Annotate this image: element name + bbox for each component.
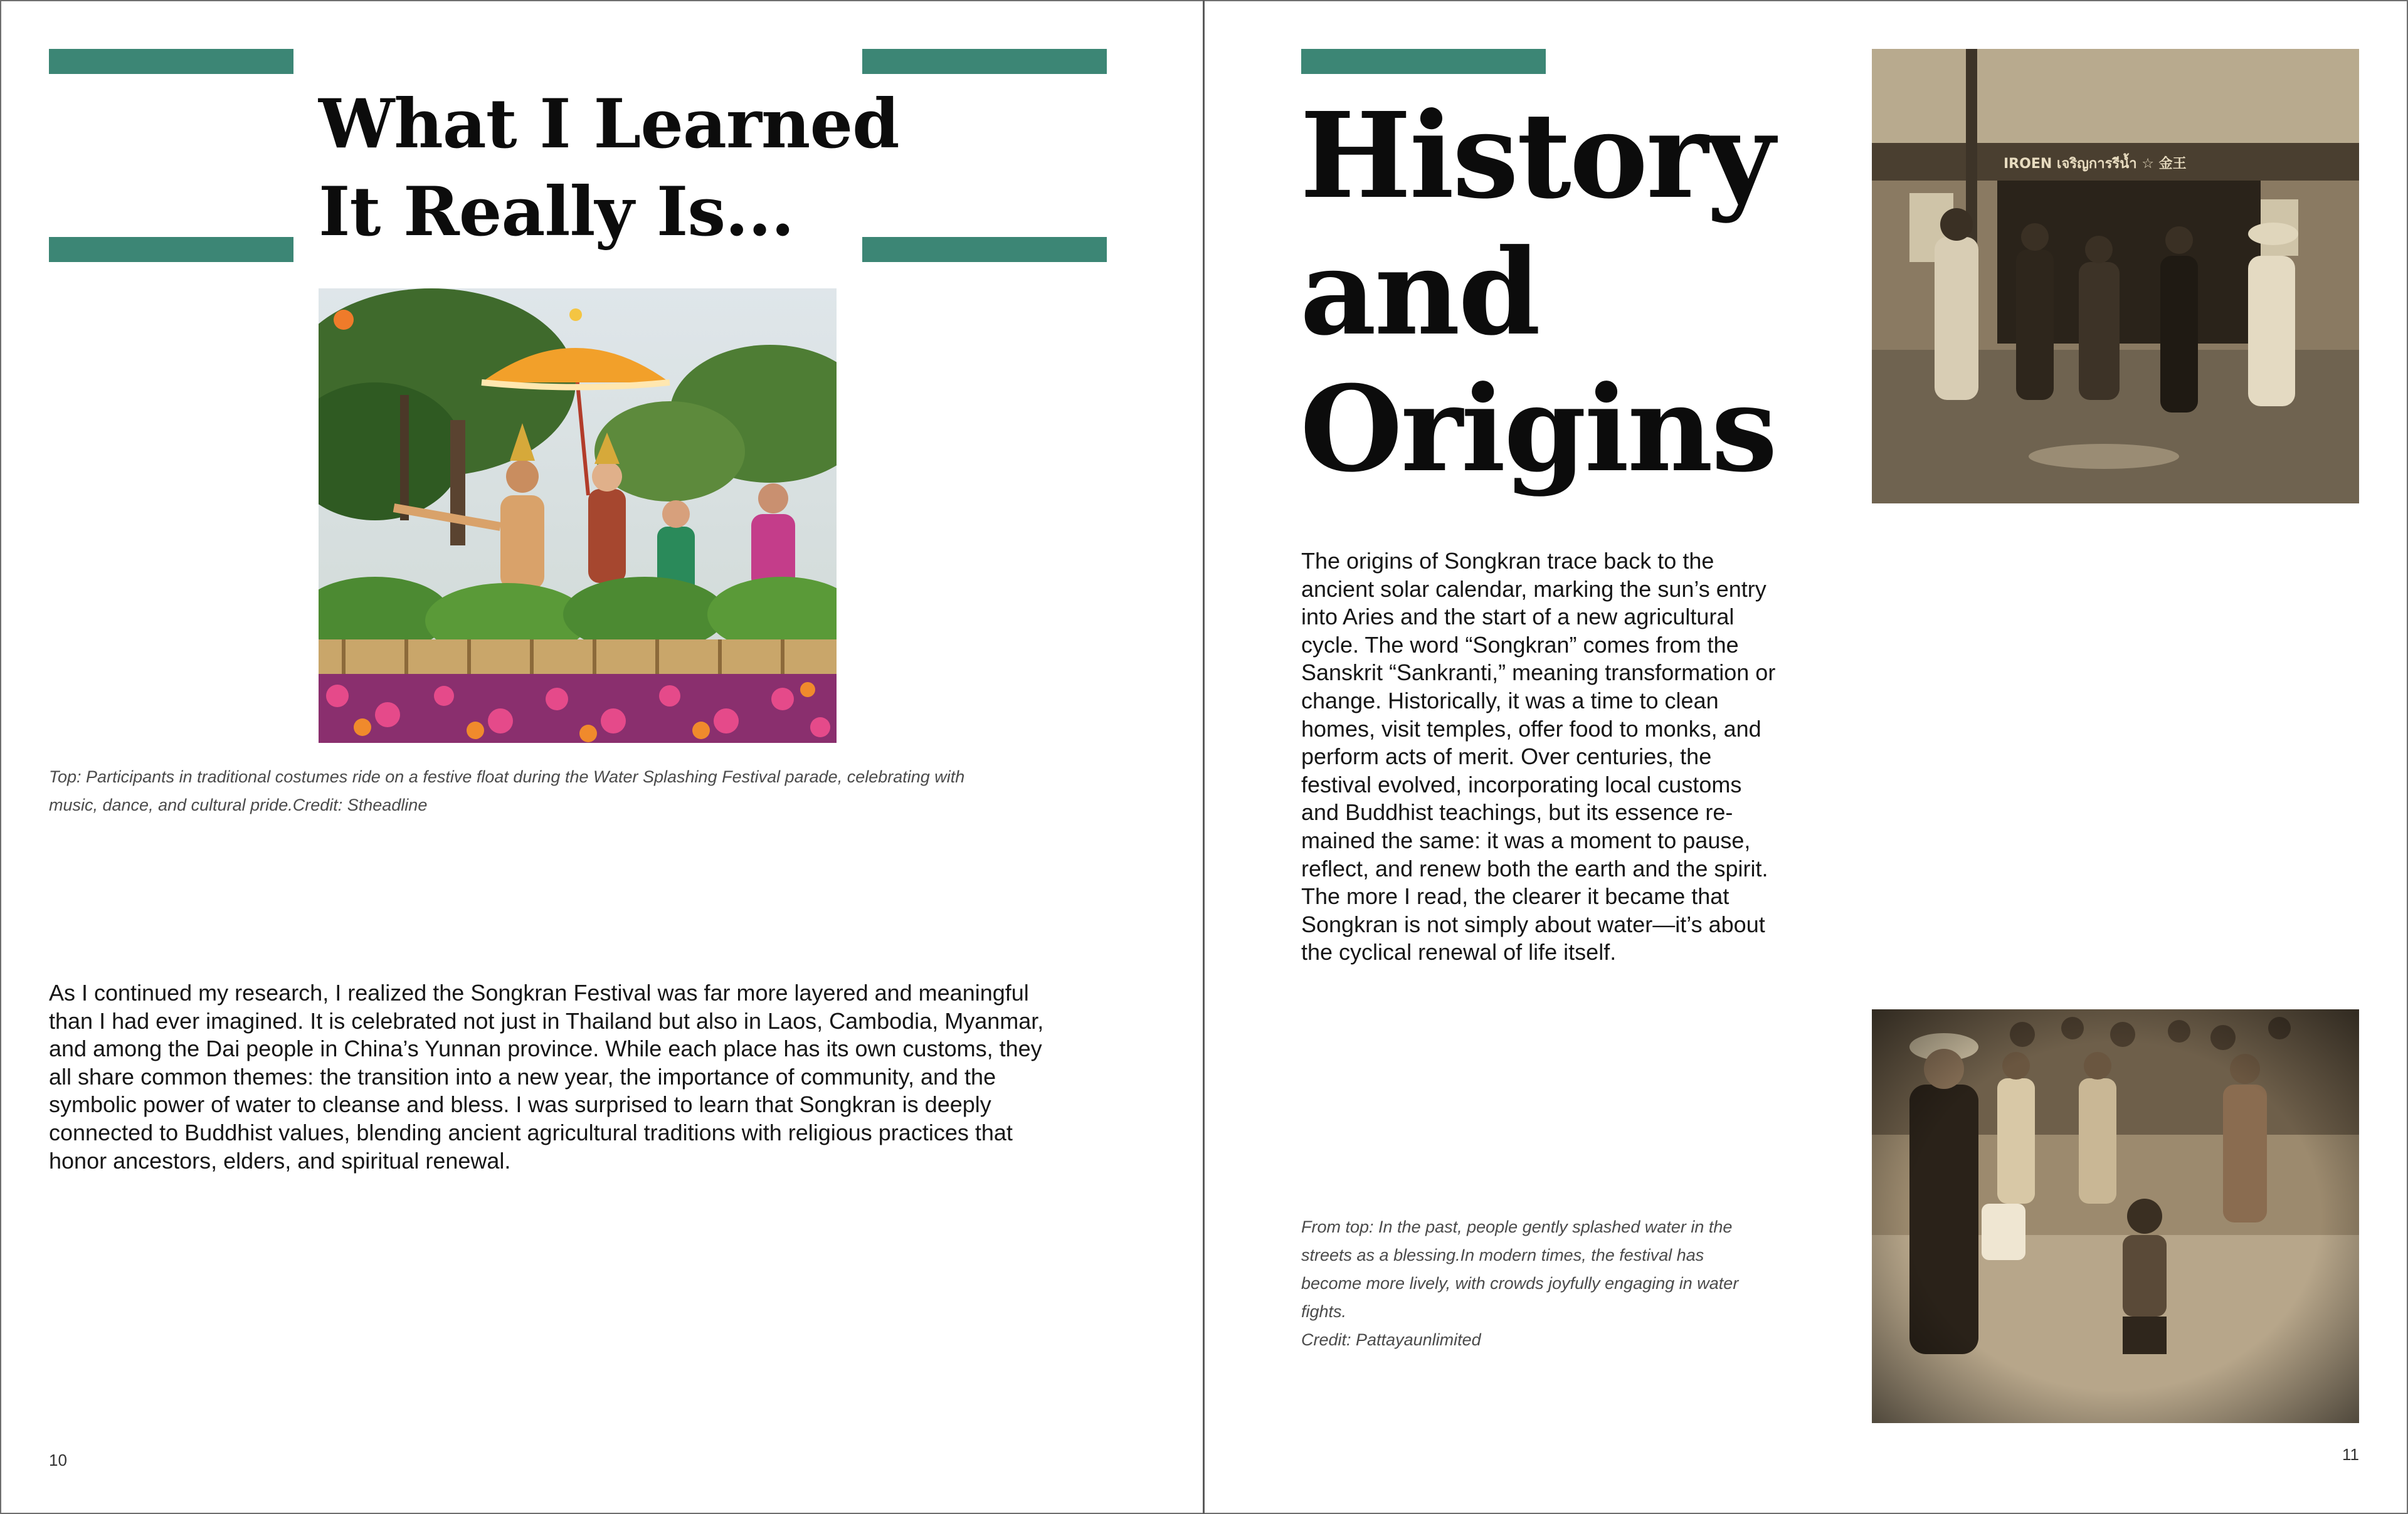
left-body-line: honor ancestors, elders, and spiritual renewal. bbox=[49, 1147, 511, 1174]
historic-shop-sign: IROEN เจริญการรีน้ำ ☆ 金王 bbox=[2004, 156, 2187, 172]
left-title-line-2: It Really Is... bbox=[319, 172, 794, 251]
accent-bar-top-right bbox=[862, 49, 1107, 74]
accent-bar-bottom-right bbox=[862, 237, 1107, 262]
accent-bar-top-left bbox=[49, 49, 293, 74]
festival-float-photo bbox=[319, 288, 837, 743]
left-body-line: than I had ever imagined. It is celebrated not just in Thailand but also in Laos, Cambodia, Myanmar, bbox=[49, 1007, 1044, 1034]
right-caption-credit: Credit: Pattayaunlimited bbox=[1301, 1330, 1481, 1349]
left-body-line: and among the Dai people in China’s Yunnan province. While each place has its own customs, they bbox=[49, 1036, 1042, 1062]
right-body-line: cycle. The word “Songkran” comes from the bbox=[1301, 631, 1739, 658]
left-body-line: As I continued my research, I realized the Songkran Festival was far more layered and meaningful bbox=[49, 980, 1029, 1006]
left-photo-caption bbox=[49, 763, 1115, 819]
right-body-line: change. Historically, it was a time to clean bbox=[1301, 687, 1719, 713]
right-caption-line-2: streets as a blessing.In modern times, the festival has bbox=[1301, 1246, 1704, 1264]
right-body-line: Songkran is not simply about water—it’s about bbox=[1301, 911, 1765, 937]
right-body-line: and Buddhist teachings, but its essence re- bbox=[1301, 799, 1733, 826]
spread-gutter bbox=[1203, 0, 1205, 1514]
accent-bar-right-page bbox=[1301, 49, 1546, 74]
left-title-line-1: What I Learned bbox=[319, 85, 899, 164]
right-body-line: ancient solar calendar, marking the sun’s entry bbox=[1301, 576, 1766, 602]
right-caption-line-1: From top: In the past, people gently splashed water in the bbox=[1301, 1217, 1733, 1236]
right-body-line: mained the same: it was a moment to pause, bbox=[1301, 827, 1751, 853]
right-body-line: The origins of Songkran trace back to the bbox=[1301, 548, 1714, 574]
left-body-line: symbolic power of water to cleanse and bless. I was surprised to learn that Songkran is deeply bbox=[49, 1091, 991, 1118]
left-body-line: all share common themes: the transition into a new year, the importance of community, and the bbox=[49, 1063, 996, 1090]
left-body-line: connected to Buddhist values, blending ancient agricultural traditions with religious practices that bbox=[49, 1119, 1013, 1145]
left-caption-line-2: music, dance, and cultural pride.Credit: Stheadline bbox=[49, 796, 428, 814]
accent-bar-bottom-left bbox=[49, 237, 293, 262]
left-body-text bbox=[49, 979, 1127, 1175]
right-body-line: into Aries and the start of a new agricultural bbox=[1301, 604, 1735, 630]
right-body-line: Sanskrit “Sankranti,” meaning transformation or bbox=[1301, 660, 1776, 686]
right-title-line-1: History bbox=[1300, 87, 1773, 225]
right-title-line-3: Origins bbox=[1300, 360, 1776, 498]
right-body-line: The more I read, the clearer it became that bbox=[1301, 883, 1729, 910]
water-fight-photo bbox=[1872, 1009, 2359, 1423]
right-body-text bbox=[1301, 547, 1847, 967]
right-body-line: perform acts of merit. Over centuries, the bbox=[1301, 744, 1712, 770]
left-caption-line-1: Top: Participants in traditional costumes ride on a festive float during the Water Splashing Festival parade, celebrating with bbox=[49, 767, 965, 786]
right-page-title bbox=[1300, 88, 1864, 498]
right-body-line: reflect, and renew both the earth and the spirit. bbox=[1301, 855, 1768, 881]
left-page-title bbox=[319, 80, 899, 256]
page-number-right: 11 bbox=[2342, 1445, 2359, 1464]
right-body-line: festival evolved, incorporating local customs bbox=[1301, 771, 1742, 797]
page-number-left: 10 bbox=[49, 1451, 67, 1469]
right-photo-caption bbox=[1301, 1213, 1840, 1354]
right-caption-line-4: fights. bbox=[1301, 1302, 1347, 1321]
right-body-line: the cyclical renewal of life itself. bbox=[1301, 939, 1617, 965]
right-caption-line-3: become more lively, with crowds joyfully engaging in water bbox=[1301, 1274, 1739, 1293]
right-body-line: homes, visit temples, offer food to monks, and bbox=[1301, 715, 1761, 742]
historic-street-photo bbox=[1872, 49, 2359, 503]
right-title-line-2: and bbox=[1300, 223, 1539, 362]
